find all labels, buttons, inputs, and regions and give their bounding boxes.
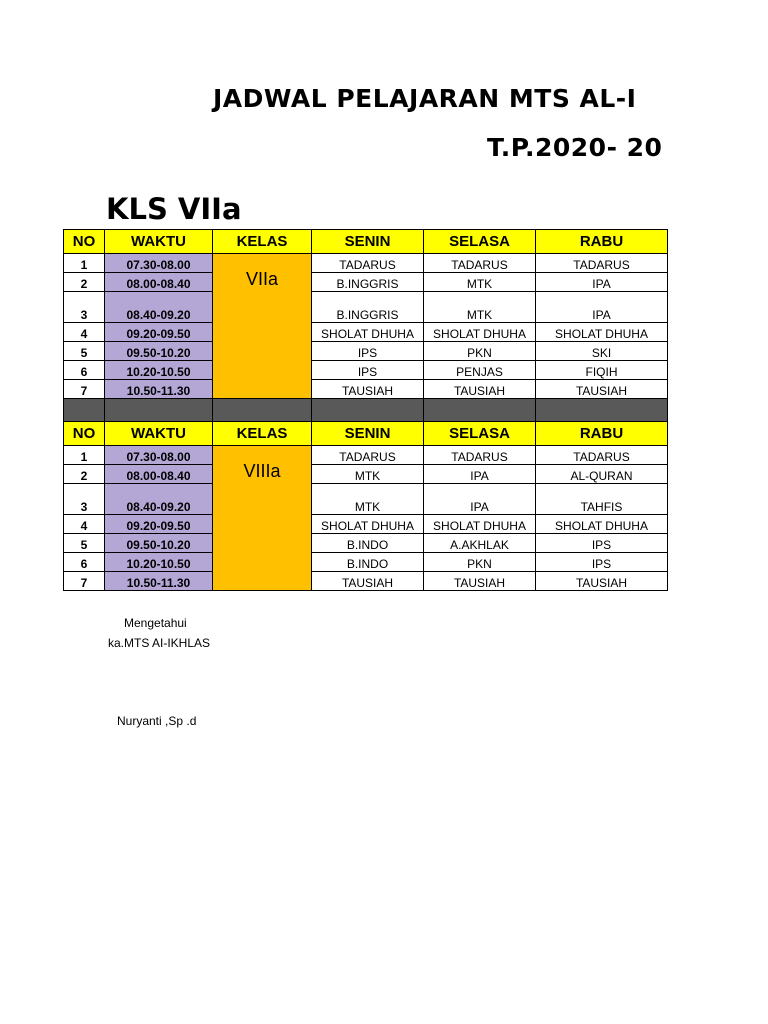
separator-cell: [64, 399, 105, 422]
header-no: NO: [64, 422, 105, 446]
cell-senin: TAUSIAH: [312, 380, 424, 399]
cell-senin: SHOLAT DHUHA: [312, 323, 424, 342]
cell-selasa: IPA: [424, 465, 536, 484]
page-subtitle: T.P.2020- 20: [487, 133, 663, 162]
table-row: [64, 254, 668, 273]
cell-no: 3: [64, 292, 105, 323]
cell-rabu: SKI: [536, 342, 668, 361]
separator-row: [64, 399, 668, 422]
cell-waktu: 09.50-10.20: [105, 534, 213, 553]
cell-kelas: [213, 254, 312, 399]
cell-rabu: IPA: [536, 292, 668, 323]
table-row: [64, 292, 668, 323]
table-row: [64, 534, 668, 553]
cell-waktu: 09.20-09.50: [105, 323, 213, 342]
table-row: [64, 515, 668, 534]
cell-senin: SHOLAT DHUHA: [312, 515, 424, 534]
cell-selasa: A.AKHLAK: [424, 534, 536, 553]
table-row: [64, 446, 668, 465]
cell-waktu: 09.50-10.20: [105, 342, 213, 361]
cell-rabu: IPS: [536, 534, 668, 553]
cell-no: 2: [64, 465, 105, 484]
header-senin: SENIN: [312, 230, 424, 254]
table-row: [64, 323, 668, 342]
header-selasa: SELASA: [424, 230, 536, 254]
cell-rabu: SHOLAT DHUHA: [536, 515, 668, 534]
cell-selasa: TADARUS: [424, 254, 536, 273]
cell-waktu: 08.00-08.40: [105, 273, 213, 292]
cell-rabu: TAHFIS: [536, 484, 668, 515]
cell-no: 6: [64, 361, 105, 380]
cell-selasa: PKN: [424, 342, 536, 361]
table-row: [64, 380, 668, 399]
footer-mengetahui: Mengetahui: [124, 616, 187, 630]
cell-rabu: TADARUS: [536, 446, 668, 465]
cell-selasa: MTK: [424, 292, 536, 323]
cell-rabu: SHOLAT DHUHA: [536, 323, 668, 342]
cell-no: 4: [64, 515, 105, 534]
table-row: [64, 465, 668, 484]
kelas-label: VIIIa: [243, 461, 281, 481]
cell-selasa: MTK: [424, 273, 536, 292]
table-row: [64, 361, 668, 380]
cell-rabu: FIQIH: [536, 361, 668, 380]
table-row: [64, 553, 668, 572]
cell-no: 2: [64, 273, 105, 292]
cell-waktu: 10.20-10.50: [105, 553, 213, 572]
footer-position: ka.MTS AI-IKHLAS: [108, 636, 211, 650]
separator-cell: [312, 399, 424, 422]
cell-no: 7: [64, 572, 105, 591]
cell-senin: MTK: [312, 465, 424, 484]
cell-no: 5: [64, 342, 105, 361]
separator-cell: [105, 399, 213, 422]
cell-waktu: 07.30-08.00: [105, 254, 213, 273]
table-row: [64, 342, 668, 361]
header-rabu: RABU: [536, 230, 668, 254]
cell-rabu: TADARUS: [536, 254, 668, 273]
kelas-label: VIIa: [245, 269, 279, 289]
cell-selasa: TAUSIAH: [424, 572, 536, 591]
cell-waktu: 08.00-08.40: [105, 465, 213, 484]
cell-selasa: PKN: [424, 553, 536, 572]
cell-waktu: 07.30-08.00: [105, 446, 213, 465]
cell-senin: TAUSIAH: [312, 572, 424, 591]
cell-rabu: AL-QURAN: [536, 465, 668, 484]
cell-waktu: 10.50-11.30: [105, 380, 213, 399]
cell-no: 1: [64, 446, 105, 465]
cell-no: 5: [64, 534, 105, 553]
cell-no: 4: [64, 323, 105, 342]
schedule-table: [63, 229, 668, 591]
table-row: [64, 484, 668, 515]
cell-no: 7: [64, 380, 105, 399]
page-title: JADWAL PELAJARAN MTS AL-I: [213, 84, 637, 113]
class-heading: KLS VIIa: [106, 192, 242, 226]
separator-cell: [213, 399, 312, 422]
cell-rabu: TAUSIAH: [536, 572, 668, 591]
table-row: [64, 572, 668, 591]
cell-senin: IPS: [312, 361, 424, 380]
cell-no: 6: [64, 553, 105, 572]
footer-signatory: Nuryanti ,Sp .d: [117, 714, 197, 728]
header-selasa: SELASA: [424, 422, 536, 446]
cell-waktu: 09.20-09.50: [105, 515, 213, 534]
cell-senin: TADARUS: [312, 254, 424, 273]
cell-rabu: IPA: [536, 273, 668, 292]
cell-rabu: IPS: [536, 553, 668, 572]
table-row: [64, 273, 668, 292]
cell-senin: B.INDO: [312, 553, 424, 572]
cell-no: 3: [64, 484, 105, 515]
cell-selasa: TADARUS: [424, 446, 536, 465]
cell-waktu: 08.40-09.20: [105, 484, 213, 515]
cell-senin: B.INDO: [312, 534, 424, 553]
cell-senin: MTK: [312, 484, 424, 515]
header-rabu: RABU: [536, 422, 668, 446]
separator-cell: [536, 399, 668, 422]
header-no: NO: [64, 230, 105, 254]
cell-senin: IPS: [312, 342, 424, 361]
header-senin: SENIN: [312, 422, 424, 446]
cell-waktu: 08.40-09.20: [105, 292, 213, 323]
header-kelas: KELAS: [213, 422, 312, 446]
cell-selasa: PENJAS: [424, 361, 536, 380]
cell-waktu: 10.50-11.30: [105, 572, 213, 591]
cell-selasa: SHOLAT DHUHA: [424, 515, 536, 534]
cell-selasa: TAUSIAH: [424, 380, 536, 399]
cell-waktu: 10.20-10.50: [105, 361, 213, 380]
cell-selasa: SHOLAT DHUHA: [424, 323, 536, 342]
cell-rabu: TAUSIAH: [536, 380, 668, 399]
cell-senin: B.INGGRIS: [312, 273, 424, 292]
table-header-row: [64, 230, 668, 254]
table-header-row: [64, 422, 668, 446]
cell-senin: B.INGGRIS: [312, 292, 424, 323]
header-waktu: WAKTU: [105, 422, 213, 446]
header-kelas: KELAS: [213, 230, 312, 254]
cell-selasa: IPA: [424, 484, 536, 515]
cell-no: 1: [64, 254, 105, 273]
header-waktu: WAKTU: [105, 230, 213, 254]
cell-senin: TADARUS: [312, 446, 424, 465]
cell-kelas: [213, 446, 312, 591]
separator-cell: [424, 399, 536, 422]
